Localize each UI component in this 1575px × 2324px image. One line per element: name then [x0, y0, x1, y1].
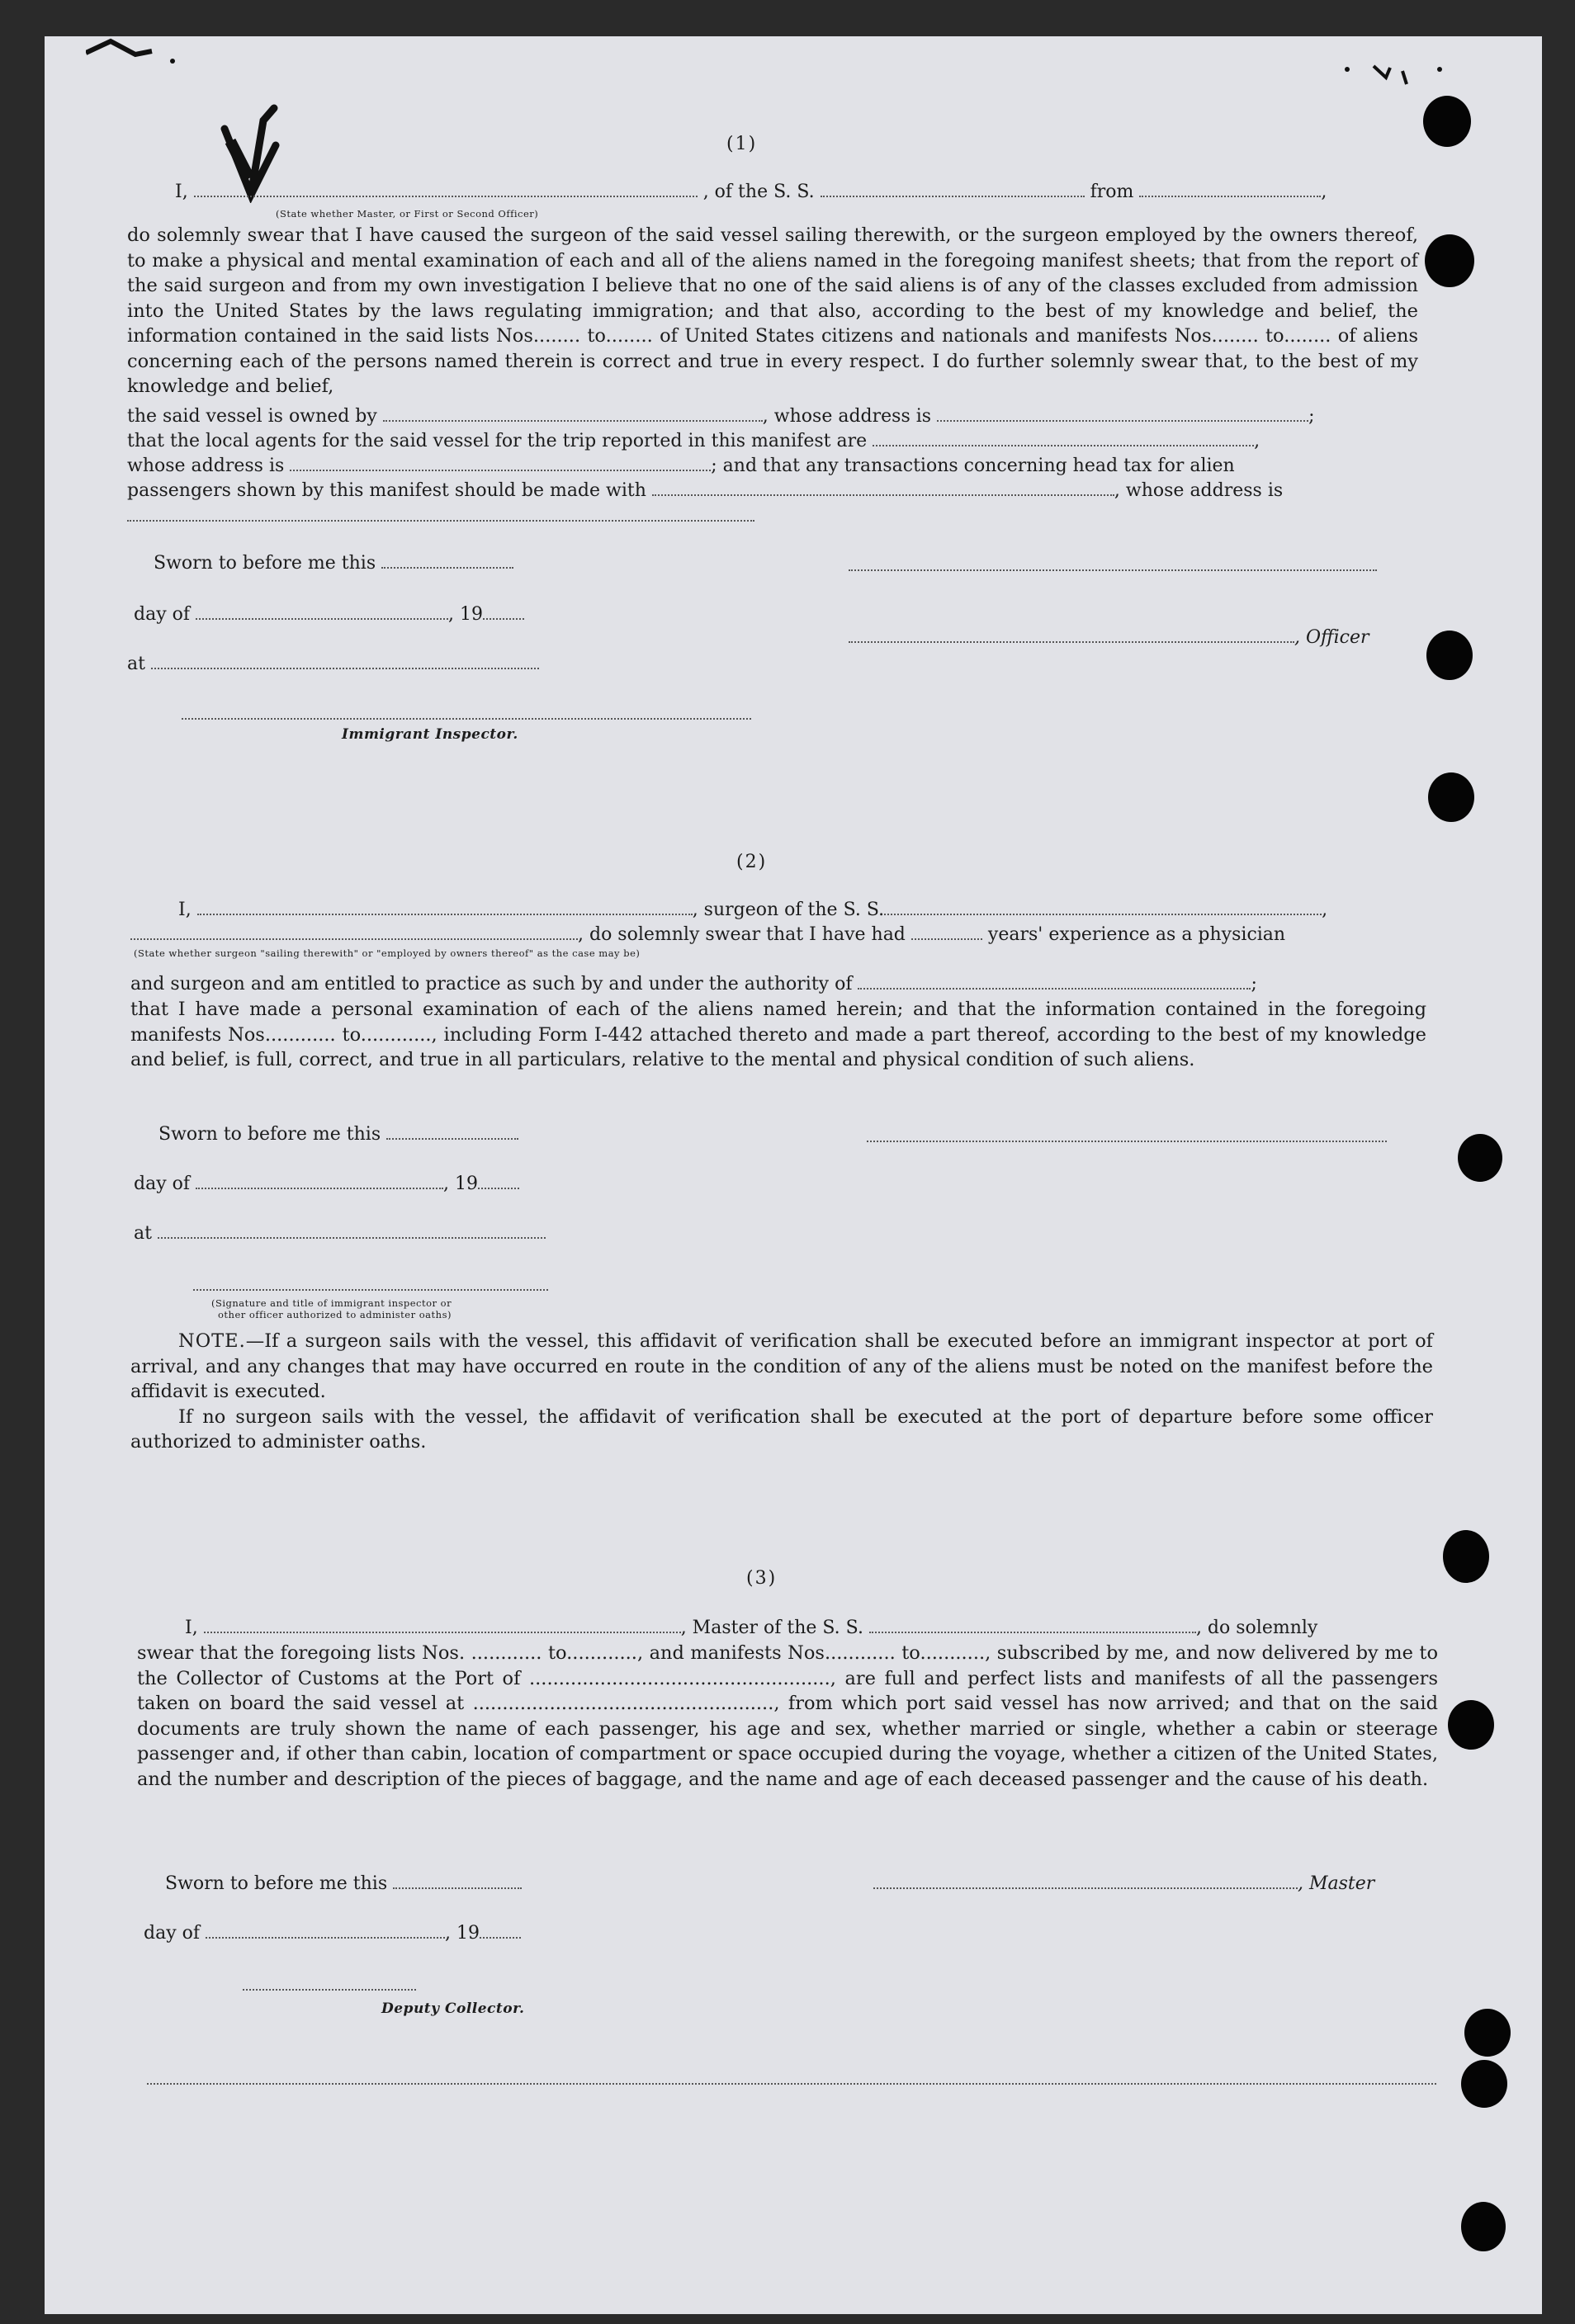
sworn-line: [158, 1124, 518, 1145]
master-body-text: swear that the foregoing lists Nos. ............ to............, and manifests Nos............ to..........., subscribed by me, and now delivered by me to the Collector of Customs at the Port of ..................................................., are full and perfect lists and manifests of all the passengers taken on board the said vessel at ..................................................., from which port said vessel has now arrived; and that on the said documents are truly shown the name of each passenger, his age and sex, whether married or single, whether a cabin or steerage passenger and, if other than cabin, location of compartment or space occupied during the voyage, whether a citizen of the United States, and the number and description of the pieces of baggage, and the name and age of each deceased passenger and the cause of his death.: [137, 1642, 1438, 1790]
local-agents-line: that the local agents for the said vessel for the trip reported in this manifest are ,: [127, 431, 1260, 451]
inspector-title: Immigrant Inspector.: [342, 726, 518, 743]
years-label: years' experience as a physician: [987, 924, 1286, 945]
punch-hole: [1448, 1700, 1494, 1750]
surgeon-body-text: that I have made a personal examination of each of the aliens named herein; and that the information contained in the foregoing manifests Nos............ to............, including Form I-442 attached thereto and made a part thereof, according to the best of my knowledge and belief, is full, correct, and true in all particulars, relative to the mental and physical condition of such aliens.: [130, 999, 1426, 1070]
year-label: , 19: [448, 604, 483, 625]
sworn-label: Sworn to before me this: [158, 1124, 381, 1145]
punch-hole: [1423, 96, 1471, 147]
punch-hole: [1425, 234, 1474, 287]
authority-label: and surgeon and am entitled to practice as such by and under the authority of: [130, 974, 853, 994]
punch-hole: [1426, 631, 1473, 680]
whose-address-line: [127, 456, 1235, 476]
deputy-signature-blank: [243, 1989, 416, 1991]
oath-body-text: do solemnly swear that I have caused the surgeon of the said vessel sailing therewith, or the surgeon employed by the owners thereof, to make a physical and mental examination of each and all of the aliens named in the foregoing manifest sheets; that from the report of the said surgeon and from my own investigation I believe that no one of the said aliens is of any of the classes excluded from admission into the United States by the laws regulating immigration; and that also, according to the best of my knowledge and belief, the information contained in the said lists Nos........ to........ of United States citizens and nationals and manifests Nos........ to........ of aliens concerning each of the persons named therein is correct and true in every respect. I do further solemnly swear that, to the best of my knowledge and belief,: [127, 224, 1418, 397]
note-text-2: If no surgeon sails with the vessel, the affidavit of verification shall be executed at the port of departure before some officer authorized to administer oaths.: [130, 1405, 1433, 1452]
inspector-signature-blank: [193, 1289, 548, 1291]
master-signature-line: [873, 1873, 1374, 1894]
day-of-line: [144, 1923, 521, 1944]
master-label: , Master: [1298, 1873, 1375, 1894]
of-ss-label: , of the S. S.: [702, 182, 815, 202]
master-of-label: , Master of the S. S.: [680, 1618, 863, 1638]
surgeon-opening-line: I, , surgeon of the S. S. ,: [178, 900, 1328, 920]
deputy-collector-title: Deputy Collector.: [381, 2000, 525, 2017]
oath-body: [127, 223, 1418, 399]
signature-blank: [867, 1141, 1387, 1142]
section-number: (1): [726, 134, 758, 154]
authority-line: and surgeon and am entitled to practice as such by and under the authority of ;: [130, 974, 1257, 994]
note-text: —If a surgeon sails with the vessel, this affidavit of verification shall be executed before an immigrant inspector at port of arrival, and any changes that may have occurred en route in the condition of any of the aliens must be noted on the manifest before the affidavit is executed.: [130, 1330, 1433, 1402]
master-opening-line: [185, 1618, 1317, 1638]
pronoun-label: I,: [175, 182, 188, 202]
whose-address-label: , whose address is: [762, 406, 932, 427]
sworn-label: Sworn to before me this: [165, 1873, 388, 1894]
at-label: at: [134, 1223, 152, 1244]
head-tax-label: ; and that any transactions concerning head tax for alien: [711, 456, 1235, 476]
note-paragraph: [130, 1329, 1433, 1455]
do-solemnly-label: , do solemnly: [1195, 1618, 1318, 1638]
punch-hole: [1461, 2202, 1506, 2251]
corner-ink-mark: [86, 36, 177, 78]
passengers-label: passengers shown by this manifest should be made with: [127, 480, 646, 501]
owned-by-line: the said vessel is owned by , whose address is ;: [127, 406, 1315, 427]
section-number: (2): [736, 852, 768, 872]
surgeon-body: [130, 997, 1426, 1073]
punch-hole: [1464, 2009, 1511, 2057]
punch-hole: [1428, 772, 1474, 822]
whose-address-label: whose address is: [127, 456, 285, 476]
at-line: [134, 1223, 546, 1244]
at-line: [127, 654, 539, 674]
surgeon-note: (State whether surgeon "sailing therewith" or "employed by owners thereof" as the case may be): [134, 947, 641, 959]
owned-by-label: the said vessel is owned by: [127, 406, 377, 427]
inspector-signature-blank: [182, 718, 751, 720]
day-of-label: day of: [134, 1174, 191, 1194]
do-solemnly-label: , do solemnly swear that I have had: [578, 924, 906, 945]
section-number: (3): [746, 1568, 778, 1589]
from-label: from: [1090, 182, 1134, 202]
signature-note: (Signature and title of immigrant inspector or: [211, 1297, 452, 1309]
year-label: , 19: [443, 1174, 478, 1194]
pronoun-label: I,: [185, 1618, 198, 1638]
signature-note: other officer authorized to administer oaths): [218, 1309, 452, 1320]
surgeon-of-label: , surgeon of the S. S.: [692, 900, 885, 920]
local-agents-label: that the local agents for the said vessel for the trip reported in this manifest are: [127, 431, 868, 451]
note-label: NOTE.: [178, 1330, 246, 1352]
day-of-line: [134, 604, 524, 625]
master-body: [137, 1641, 1438, 1792]
corner-ink-mark: [1341, 61, 1448, 94]
pronoun-label: I,: [178, 900, 192, 920]
punch-hole: [1458, 1134, 1502, 1182]
day-of-label: day of: [144, 1923, 201, 1944]
document-page: [45, 36, 1542, 2314]
sworn-line: [154, 553, 513, 574]
officer-label: , Officer: [1294, 627, 1369, 648]
at-label: at: [127, 654, 145, 674]
officer-note: (State whether Master, or First or Second Officer): [276, 208, 539, 220]
bottom-rule: [147, 2083, 1436, 2085]
punch-hole: [1443, 1530, 1489, 1583]
officer-line: [849, 627, 1369, 648]
year-label: , 19: [445, 1923, 480, 1944]
address-blank: [127, 520, 754, 522]
punch-hole: [1461, 2060, 1507, 2108]
signature-blank: [849, 569, 1377, 571]
whose-address-label: , whose address is: [1114, 480, 1284, 501]
sworn-label: Sworn to before me this: [154, 553, 376, 574]
oath-opening-line: I, , of the S. S. from ,: [175, 182, 1327, 202]
sworn-line: [165, 1873, 522, 1894]
day-of-label: day of: [134, 604, 191, 625]
experience-line: [130, 924, 1285, 945]
day-of-line: [134, 1174, 519, 1194]
passengers-line: [127, 480, 1283, 501]
